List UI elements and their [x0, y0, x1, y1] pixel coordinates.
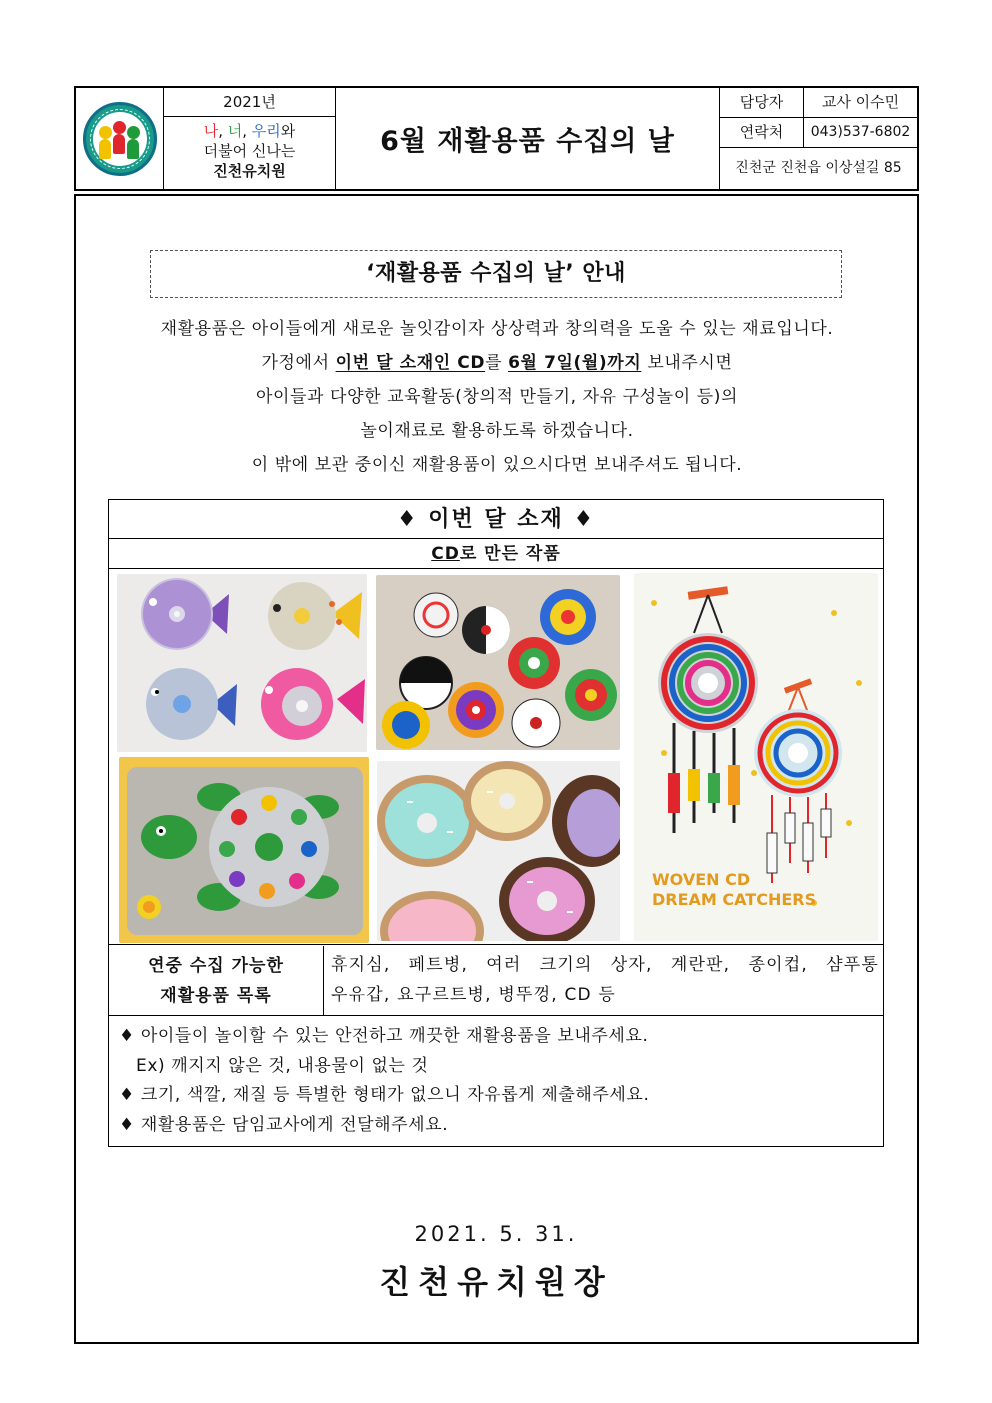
address: 진천군 진천읍 이상설길 85	[735, 160, 902, 176]
signature: 진천유치원장	[379, 1263, 613, 1301]
material-heading: ♦ 이번 달 소재 ♦	[109, 500, 883, 539]
notice-line2	[110, 346, 884, 380]
recyclables-items-line1: 휴지심, 페트병, 여러 크기의 상자, 계란판, 종이컵, 샴푸통	[331, 955, 879, 975]
year-label: 2021년	[164, 88, 335, 117]
cd-spinning-tops-image	[376, 575, 620, 750]
slogan	[164, 121, 335, 181]
recyclables-label-line1: 연중 수집 가능한	[148, 956, 284, 976]
notice-line5: 이 밖에 보관 중이신 재활용품이 있으시다면 보내주셔도 됩니다.	[251, 455, 743, 475]
cd-fish-image	[117, 574, 367, 752]
notice-line2-e: 보내주시면	[641, 353, 733, 373]
manager-row	[720, 88, 917, 118]
page-title: 6월 재활용품 수집의 날	[336, 88, 720, 189]
cd-turtle-image	[119, 757, 369, 943]
contact-info	[720, 88, 917, 189]
note-item: ♦ 크기, 색깔, 재질 등 특별한 형태가 없으니 자유롭게 제출해주세요.	[119, 1085, 650, 1105]
material-sub-cd: CD	[431, 544, 460, 564]
cd-dream-catchers-image	[634, 573, 878, 941]
notice-text	[110, 312, 884, 482]
cd-turtle-photo	[119, 757, 369, 943]
notice-material-highlight: 이번 달 소재인 CD	[335, 353, 486, 373]
note-example: Ex) 깨지지 않은 것, 내용물이 없는 것	[136, 1055, 429, 1076]
dream-catcher-caption-line1: WOVEN CD	[652, 870, 751, 889]
slogan-na: 나	[203, 122, 219, 140]
manager-value: 교사 이수민	[821, 93, 900, 111]
slogan-uri: 우리	[251, 122, 281, 140]
slogan-line3: 진천유치원	[213, 162, 286, 180]
year-slogan-cell	[164, 88, 336, 189]
recyclables-label	[109, 946, 324, 1016]
logo-cell	[76, 88, 164, 189]
notice-line4: 놀이재료로 활용하도록 하겠습니다.	[360, 421, 634, 441]
slogan-line2: 더불어 신나는	[203, 142, 296, 160]
notice-title: ‘재활용품 수집의 날’ 안내	[150, 250, 842, 298]
material-subheading	[109, 539, 883, 569]
contact-row	[720, 118, 917, 148]
contact-value: 043)537-6802	[810, 124, 911, 140]
slogan-sep: ,	[218, 122, 228, 140]
cd-fish-photo	[117, 574, 367, 752]
kindergarten-logo-icon	[83, 102, 157, 176]
notice-line2-c: 를	[485, 353, 509, 373]
notice-deadline-highlight: 6월 7일(월)까지	[508, 353, 642, 373]
notice-line3: 아이들과 다양한 교육활동(창의적 만들기, 자유 구성놀이 등)의	[255, 387, 739, 407]
recyclables-list-row	[109, 946, 883, 1016]
cd-donuts-photo	[377, 761, 620, 941]
manager-label: 담당자	[720, 88, 804, 117]
note-item: ♦ 재활용품은 담임교사에게 전달해주세요.	[119, 1114, 449, 1135]
material-sub-rest: 로 만든 작품	[459, 544, 561, 564]
recyclables-items-line2: 우유갑, 요구르트병, 병뚜껑, CD 등	[331, 985, 617, 1005]
dream-catcher-caption-line2: DREAM CATCHERS	[652, 890, 817, 909]
cd-donuts-image	[377, 761, 620, 941]
contact-label: 연락처	[720, 118, 804, 147]
note-item: ♦ 아이들이 놀이할 수 있는 안전하고 깨끗한 재활용품을 보내주세요.	[119, 1026, 649, 1046]
slogan-wa: 와	[280, 122, 296, 140]
material-table	[108, 499, 884, 1147]
slogan-neo: 너	[227, 122, 243, 140]
slogan-sep: ,	[242, 122, 252, 140]
cd-dream-catchers-photo	[634, 573, 878, 941]
recyclables-label-line2: 재활용품 목록	[160, 986, 272, 1006]
document-header	[74, 86, 919, 191]
cd-spinning-tops-photo	[376, 575, 620, 750]
issue-date: 2021. 5. 31.	[414, 1222, 578, 1246]
notice-line1: 재활용품은 아이들에게 새로운 놀잇감이자 상상력과 창의력을 도울 수 있는 재료입니다.	[160, 319, 834, 339]
notice-line2-a: 가정에서	[261, 353, 336, 373]
recyclables-items	[331, 950, 879, 1010]
craft-photo-gallery	[109, 569, 883, 945]
notes-list	[119, 1022, 873, 1140]
